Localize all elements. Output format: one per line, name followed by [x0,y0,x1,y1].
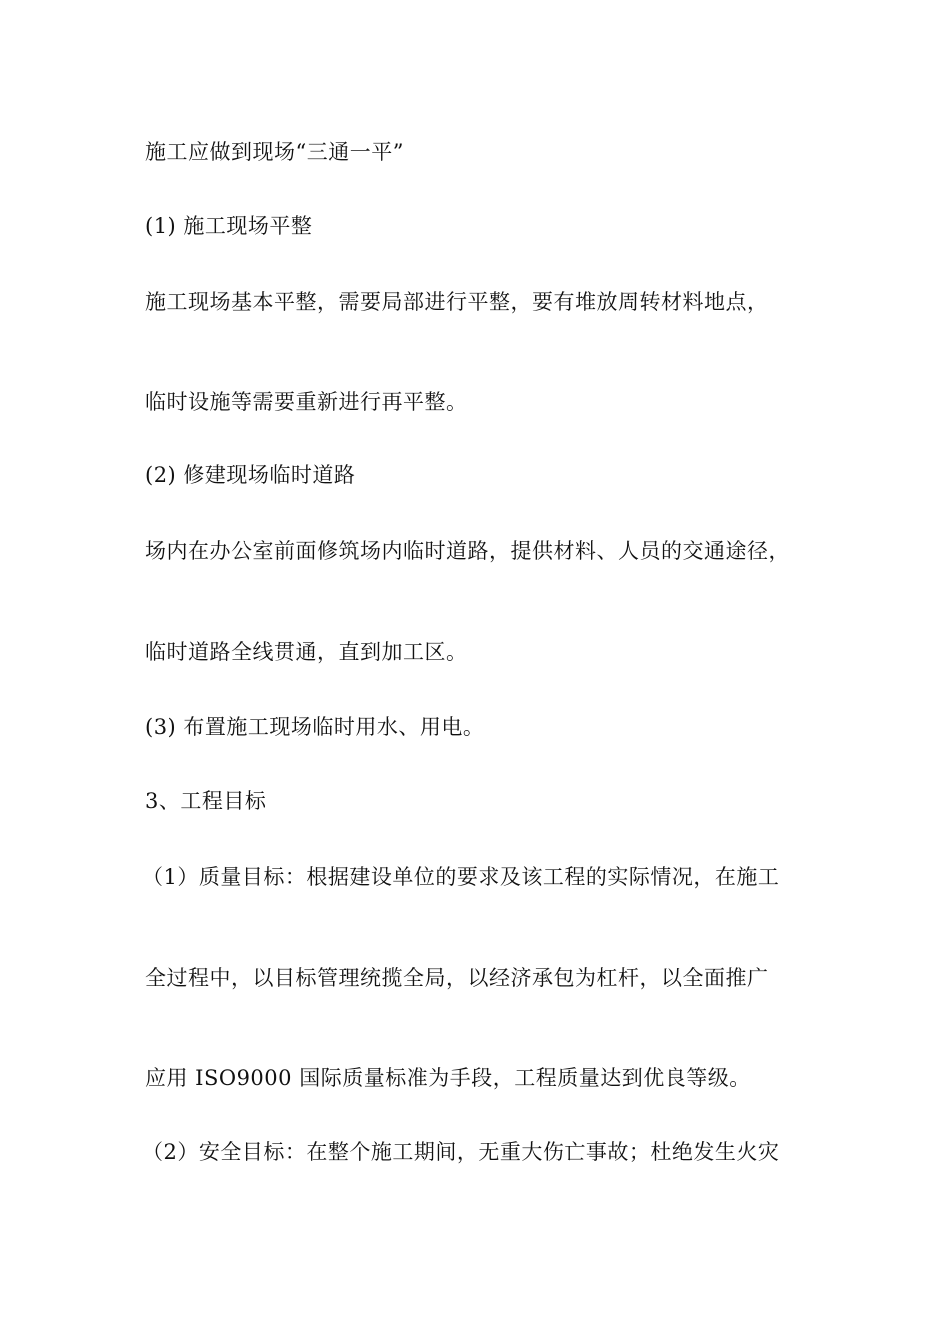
text-line: （2）安全目标：在整个施工期间，无重大伤亡事故；杜绝发生火灾 [142,1140,780,1164]
text-line: (1) 施工现场平整 [145,214,313,238]
text-line: 应用 ISO9000 国际质量标准为手段，工程质量达到优良等级。 [145,1066,751,1090]
text-line: (3) 布置施工现场临时用水、用电。 [145,715,485,739]
text-line: 场内在办公室前面修筑场内临时道路，提供材料、人员的交通途径， [145,539,790,563]
text-line: 临时道路全线贯通，直到加工区。 [145,640,468,664]
text-line: 临时设施等需要重新进行再平整。 [145,390,468,414]
section-heading: 3、工程目标 [145,789,267,813]
text-line: (2) 修建现场临时道路 [145,463,356,487]
text-line: 施工现场基本平整，需要局部进行平整，要有堆放周转材料地点， [145,290,769,314]
text-line: 全过程中，以目标管理统揽全局，以经济承包为杠杆，以全面推广 [145,966,769,990]
text-line: 施工应做到现场“三通一平” [145,140,404,164]
text-line: （1）质量目标：根据建设单位的要求及该工程的实际情况，在施工 [142,865,780,889]
